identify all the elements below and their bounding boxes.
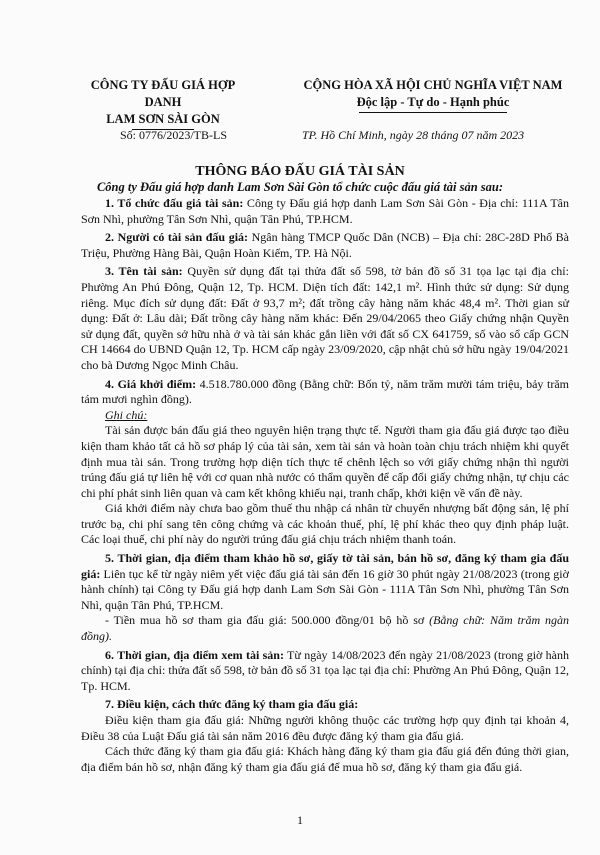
section-5-fee	[81, 613, 569, 644]
nation-motto: Độc lập - Tự do - Hạnh phúc	[356, 95, 510, 109]
note-paragraph-2: Giá khởi điểm này chưa bao gồm thuế thu nhập cá nhân từ chuyển nhượng bất động sản, lệ phí trước bạ, chi phí sang tên công chứng và các khoản thuế, phí, lệ phí khác theo quy định pháp luật. Các loại thuế, chi phí này do người trúng đấu giá chịu trách nhiệm thanh toán.	[81, 501, 569, 547]
organization-header	[78, 77, 248, 130]
nation-name: CỘNG HÒA XÃ HỘI CHỦ NGHĨA VIỆT NAM	[303, 78, 563, 92]
section-5-fee-words: (Bằng chữ: Năm trăm ngàn đồng).	[81, 613, 569, 644]
note-label: Ghi chú:	[105, 407, 148, 422]
section-1-text: Công ty Đấu giá hợp danh Lam Sơn Sài Gòn - Địa chỉ: 111A Tân Sơn Nhì, phường Tân Sơn Nhì, quận Tân Phú, TP.HCM.	[81, 196, 569, 226]
section-1	[81, 196, 569, 227]
section-1-label: 1. Tổ chức đấu giá tài sản:	[105, 196, 244, 210]
section-6-label: 6. Thời gian, địa điểm xem tài sản:	[105, 647, 284, 662]
section-5-text: Liên tục kể từ ngày niêm yết việc đấu giá tài sản đến 16 giờ 30 phút ngày 21/08/2023 (trong giờ hành chính) tại Công ty Đấu giá hợp danh Lam Sơn Sài Gòn - 111A Tân Sơn Nhì, phường Tân Sơn Nhì, quận Tân Phú, TP.HCM.	[81, 566, 569, 612]
section-3-label: 3. Tên tài sản:	[105, 264, 183, 279]
document-subtitle: Công ty Đấu giá hợp danh Lam Sơn Sài Gòn tổ chức cuộc đấu giá tài sản sau:	[96, 180, 504, 194]
section-6-text: Từ ngày 14/08/2023 đến ngày 21/08/2023 (trong giờ hành chính) tại địa chỉ: thửa đất số 598, tờ bản đồ số 31 tọa lạc tại địa chỉ: Phường An Phú Đông, Quận 12, Tp. HCM.	[81, 647, 570, 693]
section-4-label: 4. Giá khởi điểm:	[105, 376, 197, 391]
section-5	[81, 551, 569, 613]
section-7-label: 7. Điều kiện, cách thức đăng ký tham gia đấu giá:	[105, 697, 359, 712]
place-date: TP. Hồ Chí Minh, ngày 28 tháng 07 năm 2023	[302, 128, 525, 142]
section-2-label: 2. Người có tài sản đấu giá:	[105, 230, 249, 245]
org-name-line2: LAM SƠN SÀI GÒN	[106, 112, 220, 126]
document-number: Số: 0776/2023/TB-LS	[120, 128, 228, 142]
section-6	[81, 648, 569, 695]
section-2	[81, 230, 569, 261]
document-title: THÔNG BÁO ĐẤU GIÁ TÀI SẢN	[195, 164, 405, 179]
section-2-text: Ngân hàng TMCP Quốc Dân (NCB) – Địa chỉ: 28C-28D Phố Bà Triệu, Phường Hàng Bài, Quận Hoàn Kiếm, TP. Hà Nội.	[81, 230, 569, 260]
section-3-text: Quyền sử dụng đất tại thửa đất số 598, tờ bản đồ số 31 tọa lạc tại địa chỉ: Phường An Phú Đông, Quận 12, Tp. HCM. Diện tích đất: 142,1 m². Hình thức sử dụng: Sử dụng riêng. Mục đích sử dụng đất: Đất ở 93,7 m²; đất trồng cây hàng năm khác 48,4 m². Thời gian sử dụng: Đất ở: Lâu dài; Đất trồng cây hàng năm khác: Đến 29/04/2065 theo Giấy chứng nhận Quyền sử dụng đất, quyền sở hữu nhà ở và tài sản khác gắn liền với đất số CX 641759, số vào sổ cấp GCN CH 14664 do UBND Quận 12, Tp. HCM cấp ngày 23/09/2020, cập nhật chủ sở hữu ngày 19/04/2021 cho bà Dương Ngọc Minh Châu.	[81, 264, 569, 372]
section-4	[81, 377, 569, 408]
note-heading	[81, 408, 569, 424]
document-body	[81, 196, 569, 775]
national-header	[298, 77, 568, 113]
section-7-paragraph-1: Điều kiện tham gia đấu giá: Những người không thuộc các trường hợp quy định tại khoản 4, Điều 38 của Luật Đấu giá tài sản năm 2016 đều được đăng ký tham gia đấu giá.	[81, 713, 569, 743]
section-7	[81, 697, 569, 713]
motto-underline	[359, 112, 507, 113]
section-3	[81, 264, 569, 373]
section-5-label: 5. Thời gian, địa điểm tham khảo hồ sơ, giấy tờ tài sản, bán hồ sơ, đăng ký tham gia đấu giá:	[81, 551, 569, 581]
section-4-text: 4.518.780.000 đồng (Bằng chữ: Bốn tỷ, năm trăm mười tám triệu, bảy trăm tám mươi nghìn đồng).	[81, 376, 569, 407]
section-5-fee-text: - Tiền mua hồ sơ tham gia đấu giá: 500.000 đồng/01 bộ hồ sơ	[105, 613, 430, 628]
org-name-line1: CÔNG TY ĐẤU GIÁ HỢP DANH	[90, 78, 236, 109]
note-paragraph-1: Tài sản được bán đấu giá theo nguyên hiện trạng thực tế. Người tham gia đấu giá được tạo điều kiện tham khảo tất cả hồ sơ pháp lý của tài sản, xem tài sản và hoàn toàn chịu trách nhiệm khi quyết định mua tài sản. Trong trường hợp diện tích thực tế chênh lệch so với giấy chứng nhận thì người trúng đấu giá tự liên hệ với cơ quan nhà nước có thẩm quyền để cấp đổi giấy chứng nhận, tự chịu các chi phí phát sinh liên quan và cam kết không khiếu nại, tranh chấp, khởi kiện về vấn đề này.	[81, 423, 569, 500]
page-number: 1	[297, 813, 303, 827]
section-7-paragraph-2: Cách thức đăng ký tham gia đấu giá: Khách hàng đăng ký tham gia đấu giá đến đúng thời gian, địa điểm bán hồ sơ, nhận đăng ký tham gia đấu giá để mua hồ sơ, đăng ký tham gia đấu giá.	[81, 744, 569, 774]
